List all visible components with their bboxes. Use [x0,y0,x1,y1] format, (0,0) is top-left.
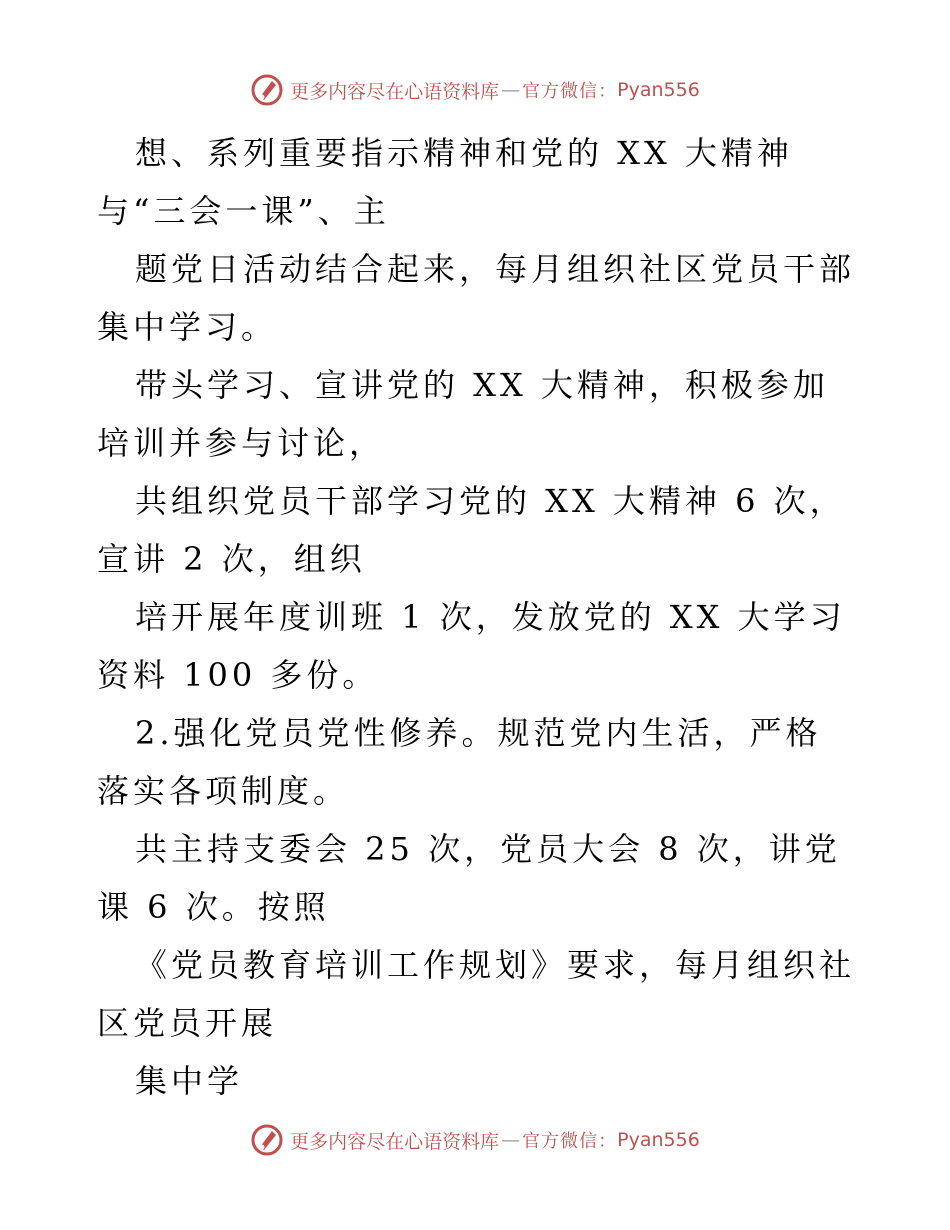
paragraph: 培开展年度训班 1 次，发放党的 XX 大学习资料 100 多份。 [97,598,846,694]
banner-wechat-label: 官方微信： [522,81,618,102]
banner-brand-text: 更多内容尽在心语资料库 [290,1130,500,1153]
paragraph: 带头学习、宣讲党的 XX 大精神，积极参加培训并参与讨论， [97,366,829,462]
footer-banner [0,1120,950,1160]
banner-dash: — [501,1129,521,1151]
banner-wechat-id: Pyan556 [617,79,700,101]
banner-wechat-id: Pyan556 [617,1129,700,1151]
banner-wechat-label: 官方微信： [522,1131,618,1152]
header-banner [0,70,950,110]
paragraph: 共组织党员干部学习党的 XX 大精神 6 次，宣讲 2 次，组织 [97,482,846,578]
paragraph: 共主持支委会 25 次，党员大会 8 次，讲党课 6 次。按照 [97,830,841,926]
document-body [97,124,857,1110]
banner-brand-text: 更多内容尽在心语资料库 [290,80,500,103]
pen-nib-logo-icon [250,73,284,107]
paragraph: 想、系列重要指示精神和党的 XX 大精神与“三会一课”、主 [97,134,793,230]
paragraph: 集中学 [135,1062,244,1100]
paragraph: 2.强化党员党性修养。规范党内生活，严格落实各项制度。 [97,714,822,810]
banner-dash: — [501,79,521,101]
pen-nib-logo-icon [250,1123,284,1157]
paragraph: 题党日活动结合起来，每月组织社区党员干部集中学习。 [97,250,856,346]
paragraph: 《党员教育培训工作规划》要求，每月组织社区党员开展 [97,946,856,1042]
